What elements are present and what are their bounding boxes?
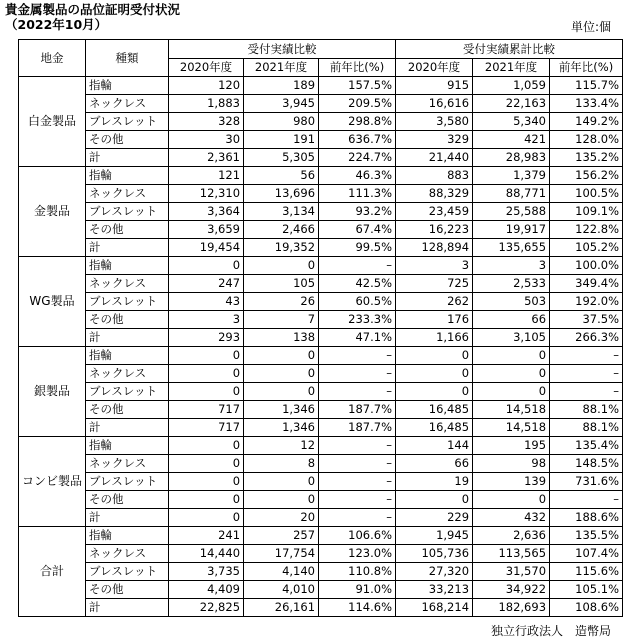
value-cell: 88.1% <box>550 419 623 437</box>
value-cell: 191 <box>244 131 319 149</box>
header-group-cumulative: 受付実績累計比較 <box>396 40 623 59</box>
value-cell: 4,140 <box>244 563 319 581</box>
kind-cell: 指輪 <box>86 527 169 545</box>
value-cell: 19,917 <box>473 221 550 239</box>
value-cell: 4,409 <box>169 581 244 599</box>
table-row <box>19 581 623 599</box>
value-cell: 192.0% <box>550 293 623 311</box>
kind-cell: 計 <box>86 509 169 527</box>
value-cell: 328 <box>169 113 244 131</box>
value-cell: 189 <box>244 77 319 95</box>
header-2020: 2020年度 <box>169 59 244 77</box>
value-cell: – <box>319 383 396 401</box>
kind-cell: 計 <box>86 239 169 257</box>
value-cell: 980 <box>244 113 319 131</box>
value-cell: 1,379 <box>473 167 550 185</box>
value-cell: – <box>319 455 396 473</box>
unit-label: 単位:個 <box>571 20 612 34</box>
category-cell: 銀製品 <box>19 347 86 437</box>
kind-cell: ブレスレット <box>86 113 169 131</box>
header-cum-2021: 2021年度 <box>473 59 550 77</box>
value-cell: 0 <box>244 257 319 275</box>
value-cell: 0 <box>396 365 473 383</box>
value-cell: 257 <box>244 527 319 545</box>
kind-cell: 指輪 <box>86 257 169 275</box>
value-cell: 26 <box>244 293 319 311</box>
value-cell: 0 <box>169 347 244 365</box>
value-cell: 176 <box>396 311 473 329</box>
value-cell: 0 <box>244 473 319 491</box>
value-cell: 0 <box>473 491 550 509</box>
table-row <box>19 95 623 113</box>
value-cell: 209.5% <box>319 95 396 113</box>
value-cell: 293 <box>169 329 244 347</box>
value-cell: 21,440 <box>396 149 473 167</box>
value-cell: 182,693 <box>473 599 550 617</box>
table-row <box>19 509 623 527</box>
table-row <box>19 257 623 275</box>
value-cell: 195 <box>473 437 550 455</box>
value-cell: 329 <box>396 131 473 149</box>
value-cell: 3 <box>473 257 550 275</box>
value-cell: 19 <box>396 473 473 491</box>
kind-cell: 計 <box>86 329 169 347</box>
value-cell: – <box>319 473 396 491</box>
value-cell: 157.5% <box>319 77 396 95</box>
kind-cell: 計 <box>86 419 169 437</box>
table-row <box>19 545 623 563</box>
header-2021: 2021年度 <box>244 59 319 77</box>
value-cell: 0 <box>396 491 473 509</box>
value-cell: 725 <box>396 275 473 293</box>
category-cell: WG製品 <box>19 257 86 347</box>
value-cell: 247 <box>169 275 244 293</box>
table-row <box>19 167 623 185</box>
value-cell: 229 <box>396 509 473 527</box>
value-cell: 2,533 <box>473 275 550 293</box>
value-cell: 883 <box>396 167 473 185</box>
table-row <box>19 473 623 491</box>
header-cum-ratio: 前年比(%) <box>550 59 623 77</box>
value-cell: 0 <box>169 437 244 455</box>
kind-cell: ブレスレット <box>86 383 169 401</box>
value-cell: 19,454 <box>169 239 244 257</box>
value-cell: – <box>319 257 396 275</box>
table-row <box>19 527 623 545</box>
value-cell: 915 <box>396 77 473 95</box>
value-cell: 14,518 <box>473 419 550 437</box>
value-cell: 122.8% <box>550 221 623 239</box>
kind-cell: 計 <box>86 149 169 167</box>
table-body <box>19 77 623 617</box>
kind-cell: 指輪 <box>86 77 169 95</box>
value-cell: 99.5% <box>319 239 396 257</box>
value-cell: 135,655 <box>473 239 550 257</box>
value-cell: 26,161 <box>244 599 319 617</box>
certification-table <box>18 39 623 617</box>
value-cell: – <box>319 347 396 365</box>
header-category: 地金 <box>19 40 86 77</box>
value-cell: 93.2% <box>319 203 396 221</box>
value-cell: 1,166 <box>396 329 473 347</box>
table-row <box>19 293 623 311</box>
value-cell: 33,213 <box>396 581 473 599</box>
value-cell: 14,440 <box>169 545 244 563</box>
value-cell: 731.6% <box>550 473 623 491</box>
table-row <box>19 455 623 473</box>
value-cell: 43 <box>169 293 244 311</box>
value-cell: 187.7% <box>319 419 396 437</box>
kind-cell: その他 <box>86 401 169 419</box>
value-cell: 56 <box>244 167 319 185</box>
table-row <box>19 437 623 455</box>
value-cell: 109.1% <box>550 203 623 221</box>
table-row <box>19 365 623 383</box>
page-title: 貴金属製品の品位証明受付状況 <box>5 2 181 17</box>
value-cell: – <box>550 365 623 383</box>
category-cell: コンビ製品 <box>19 437 86 527</box>
kind-cell: ネックレス <box>86 455 169 473</box>
kind-cell: ブレスレット <box>86 563 169 581</box>
value-cell: 0 <box>473 347 550 365</box>
value-cell: 2,466 <box>244 221 319 239</box>
value-cell: 8 <box>244 455 319 473</box>
value-cell: 120 <box>169 77 244 95</box>
value-cell: 5,340 <box>473 113 550 131</box>
value-cell: 107.4% <box>550 545 623 563</box>
value-cell: – <box>550 383 623 401</box>
value-cell: 105.1% <box>550 581 623 599</box>
table-row <box>19 203 623 221</box>
kind-cell: その他 <box>86 581 169 599</box>
value-cell: 34,922 <box>473 581 550 599</box>
value-cell: – <box>319 509 396 527</box>
value-cell: 0 <box>244 347 319 365</box>
value-cell: 121 <box>169 167 244 185</box>
value-cell: 3,105 <box>473 329 550 347</box>
value-cell: 128.0% <box>550 131 623 149</box>
table-row <box>19 113 623 131</box>
value-cell: 17,754 <box>244 545 319 563</box>
value-cell: 30 <box>169 131 244 149</box>
value-cell: 7 <box>244 311 319 329</box>
value-cell: 0 <box>169 365 244 383</box>
value-cell: 421 <box>473 131 550 149</box>
value-cell: – <box>319 491 396 509</box>
page-subtitle: （2022年10月） <box>5 17 108 32</box>
category-cell: 白金製品 <box>19 77 86 167</box>
value-cell: 135.5% <box>550 527 623 545</box>
table-row <box>19 491 623 509</box>
value-cell: 3 <box>169 311 244 329</box>
value-cell: 100.0% <box>550 257 623 275</box>
value-cell: 187.7% <box>319 401 396 419</box>
value-cell: 110.8% <box>319 563 396 581</box>
value-cell: 16,485 <box>396 401 473 419</box>
value-cell: 115.7% <box>550 77 623 95</box>
kind-cell: ネックレス <box>86 95 169 113</box>
header-group-monthly: 受付実績比較 <box>169 40 396 59</box>
table-row <box>19 131 623 149</box>
value-cell: 91.0% <box>319 581 396 599</box>
value-cell: 233.3% <box>319 311 396 329</box>
value-cell: 133.4% <box>550 95 623 113</box>
value-cell: 148.5% <box>550 455 623 473</box>
table-row <box>19 563 623 581</box>
value-cell: 27,320 <box>396 563 473 581</box>
value-cell: 144 <box>396 437 473 455</box>
value-cell: 46.3% <box>319 167 396 185</box>
value-cell: 19,352 <box>244 239 319 257</box>
value-cell: 0 <box>169 455 244 473</box>
value-cell: 12,310 <box>169 185 244 203</box>
value-cell: 22,825 <box>169 599 244 617</box>
value-cell: 60.5% <box>319 293 396 311</box>
value-cell: 105.2% <box>550 239 623 257</box>
value-cell: 138 <box>244 329 319 347</box>
source-footer: 独立行政法人 造幣局 <box>491 624 612 638</box>
value-cell: 66 <box>396 455 473 473</box>
table-row <box>19 419 623 437</box>
value-cell: 67.4% <box>319 221 396 239</box>
table-row <box>19 239 623 257</box>
table-row <box>19 383 623 401</box>
value-cell: 47.1% <box>319 329 396 347</box>
value-cell: 3,580 <box>396 113 473 131</box>
table-row <box>19 185 623 203</box>
value-cell: 1,883 <box>169 95 244 113</box>
value-cell: 100.5% <box>550 185 623 203</box>
value-cell: 1,346 <box>244 401 319 419</box>
value-cell: 114.6% <box>319 599 396 617</box>
value-cell: 149.2% <box>550 113 623 131</box>
kind-cell: ネックレス <box>86 545 169 563</box>
value-cell: 139 <box>473 473 550 491</box>
kind-cell: ネックレス <box>86 185 169 203</box>
value-cell: 3,659 <box>169 221 244 239</box>
value-cell: 106.6% <box>319 527 396 545</box>
kind-cell: その他 <box>86 491 169 509</box>
value-cell: 0 <box>473 383 550 401</box>
value-cell: 0 <box>396 347 473 365</box>
value-cell: 168,214 <box>396 599 473 617</box>
table-row <box>19 275 623 293</box>
value-cell: 3,364 <box>169 203 244 221</box>
value-cell: 717 <box>169 401 244 419</box>
kind-cell: その他 <box>86 311 169 329</box>
table-row <box>19 347 623 365</box>
kind-cell: ブレスレット <box>86 293 169 311</box>
value-cell: 3,945 <box>244 95 319 113</box>
kind-cell: ブレスレット <box>86 203 169 221</box>
value-cell: 28,983 <box>473 149 550 167</box>
value-cell: 12 <box>244 437 319 455</box>
value-cell: 2,361 <box>169 149 244 167</box>
value-cell: 22,163 <box>473 95 550 113</box>
value-cell: 0 <box>169 473 244 491</box>
kind-cell: その他 <box>86 221 169 239</box>
value-cell: 0 <box>169 257 244 275</box>
value-cell: 0 <box>169 491 244 509</box>
value-cell: 156.2% <box>550 167 623 185</box>
value-cell: 123.0% <box>319 545 396 563</box>
value-cell: 0 <box>473 365 550 383</box>
value-cell: – <box>550 491 623 509</box>
value-cell: – <box>319 365 396 383</box>
value-cell: 111.3% <box>319 185 396 203</box>
value-cell: 42.5% <box>319 275 396 293</box>
value-cell: 262 <box>396 293 473 311</box>
table-header-row-1 <box>19 40 623 59</box>
kind-cell: 計 <box>86 599 169 617</box>
value-cell: 241 <box>169 527 244 545</box>
value-cell: – <box>319 437 396 455</box>
value-cell: 23,459 <box>396 203 473 221</box>
value-cell: 108.6% <box>550 599 623 617</box>
value-cell: 2,636 <box>473 527 550 545</box>
value-cell: 88,329 <box>396 185 473 203</box>
value-cell: 25,588 <box>473 203 550 221</box>
value-cell: – <box>550 347 623 365</box>
category-cell: 合計 <box>19 527 86 617</box>
value-cell: 115.6% <box>550 563 623 581</box>
value-cell: 14,518 <box>473 401 550 419</box>
kind-cell: ネックレス <box>86 365 169 383</box>
value-cell: 349.4% <box>550 275 623 293</box>
value-cell: 0 <box>396 383 473 401</box>
value-cell: 717 <box>169 419 244 437</box>
value-cell: 0 <box>244 383 319 401</box>
table-row <box>19 329 623 347</box>
value-cell: 113,565 <box>473 545 550 563</box>
value-cell: 298.8% <box>319 113 396 131</box>
value-cell: 1,945 <box>396 527 473 545</box>
kind-cell: その他 <box>86 131 169 149</box>
category-cell: 金製品 <box>19 167 86 257</box>
value-cell: 135.4% <box>550 437 623 455</box>
value-cell: 0 <box>244 365 319 383</box>
table-row <box>19 401 623 419</box>
value-cell: 4,010 <box>244 581 319 599</box>
value-cell: 3 <box>396 257 473 275</box>
value-cell: 636.7% <box>319 131 396 149</box>
value-cell: 188.6% <box>550 509 623 527</box>
value-cell: 266.3% <box>550 329 623 347</box>
value-cell: 503 <box>473 293 550 311</box>
value-cell: 105,736 <box>396 545 473 563</box>
kind-cell: 指輪 <box>86 167 169 185</box>
value-cell: 37.5% <box>550 311 623 329</box>
header-kind: 種類 <box>86 40 169 77</box>
value-cell: 16,223 <box>396 221 473 239</box>
value-cell: 128,894 <box>396 239 473 257</box>
kind-cell: ネックレス <box>86 275 169 293</box>
table-row <box>19 311 623 329</box>
value-cell: 5,305 <box>244 149 319 167</box>
header-ratio: 前年比(%) <box>319 59 396 77</box>
value-cell: 135.2% <box>550 149 623 167</box>
table-row <box>19 221 623 239</box>
kind-cell: ブレスレット <box>86 473 169 491</box>
value-cell: 3,134 <box>244 203 319 221</box>
value-cell: 31,570 <box>473 563 550 581</box>
kind-cell: 指輪 <box>86 347 169 365</box>
value-cell: 1,059 <box>473 77 550 95</box>
table-row <box>19 77 623 95</box>
header-cum-2020: 2020年度 <box>396 59 473 77</box>
value-cell: 98 <box>473 455 550 473</box>
value-cell: 16,485 <box>396 419 473 437</box>
value-cell: 224.7% <box>319 149 396 167</box>
value-cell: 88.1% <box>550 401 623 419</box>
table-row <box>19 599 623 617</box>
value-cell: 66 <box>473 311 550 329</box>
value-cell: 20 <box>244 509 319 527</box>
kind-cell: 指輪 <box>86 437 169 455</box>
value-cell: 432 <box>473 509 550 527</box>
value-cell: 0 <box>169 383 244 401</box>
value-cell: 0 <box>244 491 319 509</box>
value-cell: 13,696 <box>244 185 319 203</box>
value-cell: 105 <box>244 275 319 293</box>
value-cell: 16,616 <box>396 95 473 113</box>
value-cell: 1,346 <box>244 419 319 437</box>
value-cell: 88,771 <box>473 185 550 203</box>
value-cell: 3,735 <box>169 563 244 581</box>
table-row <box>19 149 623 167</box>
value-cell: 0 <box>169 509 244 527</box>
